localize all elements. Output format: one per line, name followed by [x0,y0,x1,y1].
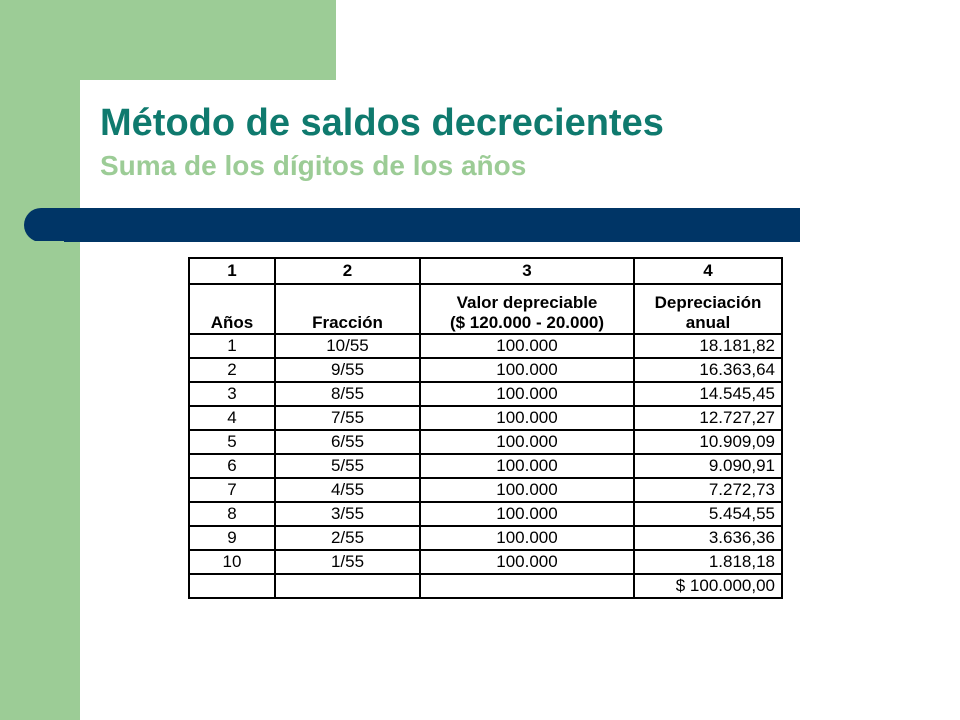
cell-year: 1 [189,334,275,358]
cell-fraction: 2/55 [275,526,420,550]
table-row [189,478,782,502]
cell-depreciable-value: 100.000 [420,382,634,406]
cell-year: 4 [189,406,275,430]
header-annual-line2: anual [685,313,731,332]
cell-annual-depreciation: 1.818,18 [634,550,782,574]
cell-depreciable-value: 100.000 [420,502,634,526]
column-number: 2 [275,258,420,284]
cell-annual-depreciation: 16.363,64 [634,358,782,382]
cell-annual-depreciation: 5.454,55 [634,502,782,526]
header-annual-depreciation [634,284,782,334]
cell-fraction: 7/55 [275,406,420,430]
depreciation-table [188,257,783,599]
decor-green-left [0,0,80,720]
cell-fraction: 8/55 [275,382,420,406]
cell-annual-depreciation: 3.636,36 [634,526,782,550]
empty-cell [420,574,634,598]
header-years: Años [189,284,275,334]
decor-title-bar [24,208,800,242]
table-row [189,430,782,454]
cell-depreciable-value: 100.000 [420,334,634,358]
cell-year: 6 [189,454,275,478]
total-row [189,574,782,598]
header-depreciable-line2: ($ 120.000 - 20.000) [449,313,605,332]
header-depreciable-value [420,284,634,334]
cell-fraction: 6/55 [275,430,420,454]
header-fraction: Fracción [275,284,420,334]
cell-depreciable-value: 100.000 [420,526,634,550]
cell-fraction: 4/55 [275,478,420,502]
cell-annual-depreciation: 9.090,91 [634,454,782,478]
table-row [189,406,782,430]
column-number: 1 [189,258,275,284]
cell-year: 2 [189,358,275,382]
cell-depreciable-value: 100.000 [420,358,634,382]
header-row [189,284,782,334]
table-row [189,358,782,382]
header-annual-line1: Depreciación [654,293,762,312]
cell-annual-depreciation: 12.727,27 [634,406,782,430]
cell-annual-depreciation: 10.909,09 [634,430,782,454]
empty-cell [189,574,275,598]
total-depreciation: $ 100.000,00 [634,574,782,598]
decor-bar-notch [24,241,64,245]
cell-depreciable-value: 100.000 [420,478,634,502]
cell-year: 9 [189,526,275,550]
cell-depreciable-value: 100.000 [420,406,634,430]
cell-year: 5 [189,430,275,454]
cell-fraction: 1/55 [275,550,420,574]
slide-subtitle: Suma de los dígitos de los años [100,150,527,181]
table-row [189,382,782,406]
column-number: 4 [634,258,782,284]
header-depreciable-line1: Valor depreciable [456,293,598,312]
table-row [189,526,782,550]
slide-title: Método de saldos decrecientes [100,102,664,144]
empty-cell [275,574,420,598]
table-row [189,550,782,574]
table-row [189,454,782,478]
cell-year: 8 [189,502,275,526]
cell-depreciable-value: 100.000 [420,430,634,454]
cell-year: 10 [189,550,275,574]
cell-fraction: 10/55 [275,334,420,358]
cell-depreciable-value: 100.000 [420,550,634,574]
cell-year: 3 [189,382,275,406]
cell-depreciable-value: 100.000 [420,454,634,478]
cell-annual-depreciation: 14.545,45 [634,382,782,406]
cell-year: 7 [189,478,275,502]
table-row [189,334,782,358]
cell-fraction: 3/55 [275,502,420,526]
column-number-row [189,258,782,284]
column-number: 3 [420,258,634,284]
table-row [189,502,782,526]
cell-annual-depreciation: 18.181,82 [634,334,782,358]
cell-fraction: 9/55 [275,358,420,382]
cell-annual-depreciation: 7.272,73 [634,478,782,502]
cell-fraction: 5/55 [275,454,420,478]
